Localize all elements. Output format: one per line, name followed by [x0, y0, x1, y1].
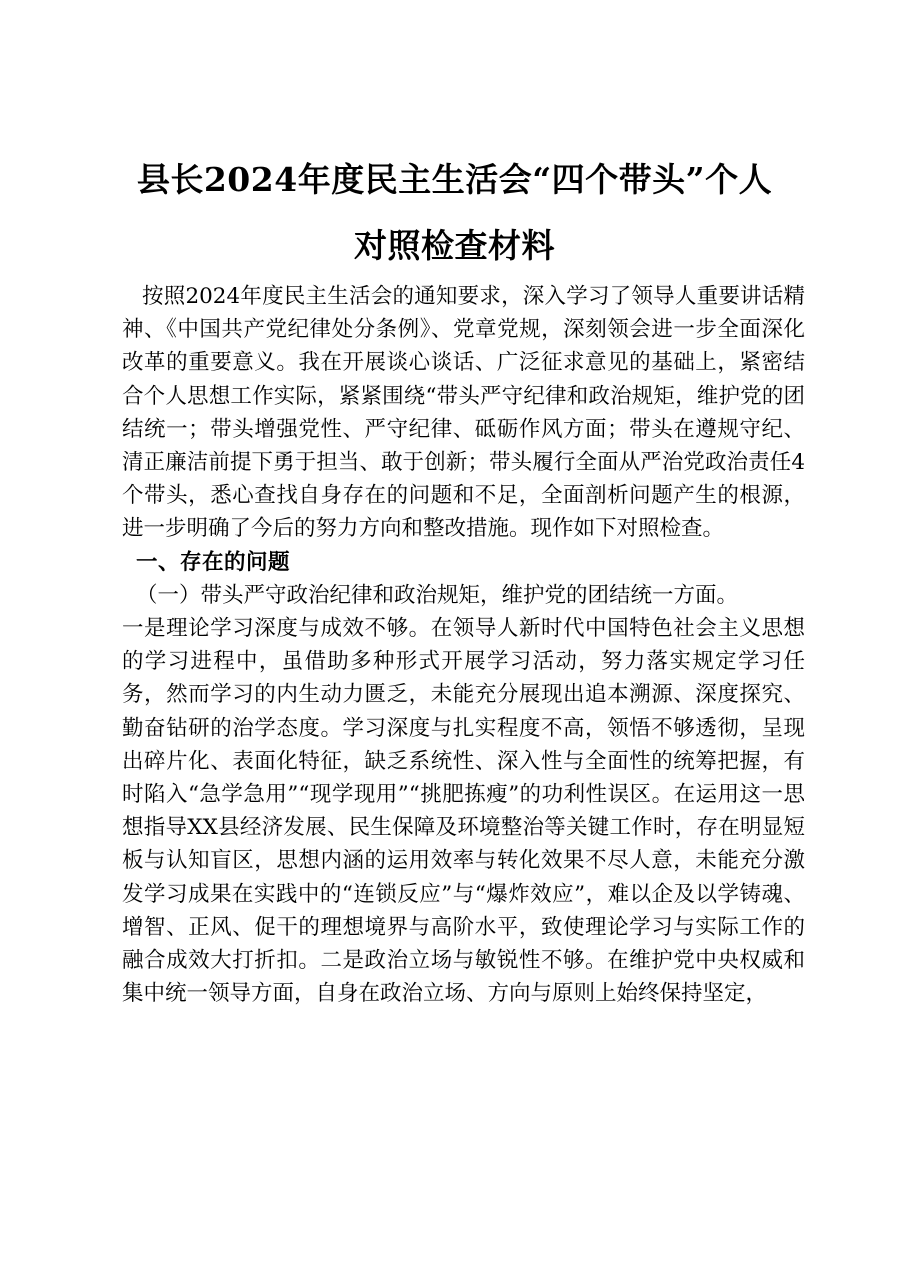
- document-title-line-2: 对照检查材料: [354, 226, 555, 265]
- subsection-heading-1: （一）带头严守政治纪律和政治规矩，维护党的团结统一方面。: [136, 582, 739, 608]
- document-title-line-1: 县长2024年度民主生活会“四个带头”个人: [136, 160, 773, 199]
- problem-paragraph-1: 一是理论学习深度与成效不够。在领导人新时代中国特色社会主义思想的学习进程中，虽借助多种形式开展学习活动，努力落实规定学习任务，然而学习的内生动力匮乏，未能充分展现出追本溯源、深度探究、勤奋钻研的治学态度。学习深度与扎实程度不高，领悟不够透彻，呈现出碎片化、表面化特征，缺乏系统性、深入性与全面性的统筹把握，有时陷入“急学急用”“现学现用”“挑肥拣瘦”的功利性误区。在运用这一思想指导XX县经济发展、民生保障及环境整治等关键工作时，存在明显短板与认知盲区，思想内涵的运用效率与转化效果不尽人意，未能充分激发学习成果在实践中的“连锁反应”与“爆炸效应”，难以企及以学铸魂、增智、正风、促干的理想境界与高阶水平，致使理论学习与实际工作的融合成效大打折扣。二是政治立场与敏锐性不够。在维护党中央权威和集中统一领导方面，自身在政治立场、方向与原则上始终保持坚定，: [122, 616, 805, 1007]
- intro-paragraph: 按照2024年度民主生活会的通知要求，深入学习了领导人重要讲话精神、《中国共产党纪律处分条例》、党章党规，深刻领会进一步全面深化改革的重要意义。我在开展谈心谈话、广泛征求意见的基础上，紧密结合个人思想工作实际，紧紧围绕“带头严守纪律和政治规矩，维护党的团结统一；带头增强党性、严守纪律、砥砺作风方面；带头在遵规守纪、清正廉洁前提下勇于担当、敢于创新；带头履行全面从严治党政治责任4个带头，悉心查找自身存在的问题和不足，全面剖析问题产生的根源，进一步明确了今后的努力方向和整改措施。现作如下对照检查。: [122, 284, 805, 542]
- section-heading-problems: 一、存在的问题: [136, 549, 291, 575]
- document-body: [122, 280, 805, 1010]
